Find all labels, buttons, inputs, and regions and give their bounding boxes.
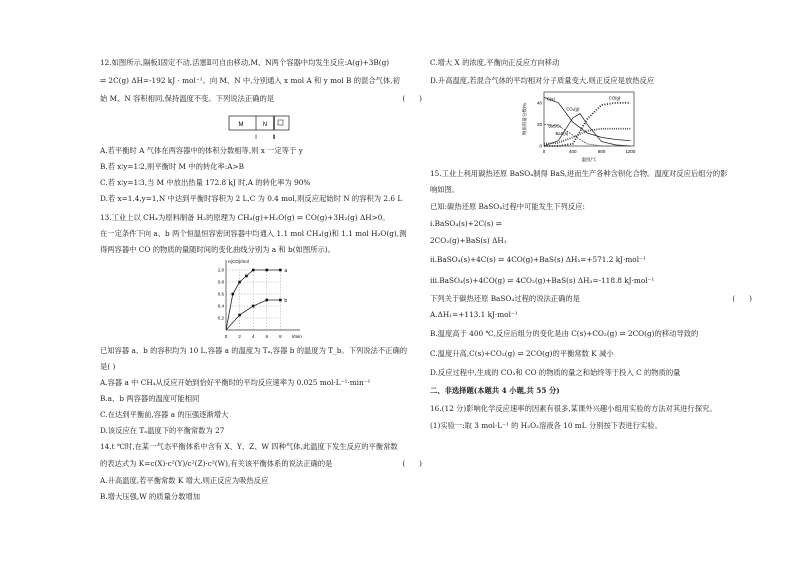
data-point-a [232, 293, 235, 296]
x-axis-label: t/min [292, 334, 302, 339]
series-label: BaS(s) [555, 131, 569, 137]
x-tick-label: 0 [224, 334, 228, 339]
x-tick-label: 2 [238, 334, 241, 339]
q15-eq-iii: ⅲ.BaSO₄(s)+4CO(g) ⇌ 4CO₂(g)+BaS(s) ΔH₃=-118.8 kJ·mol⁻¹ [430, 276, 655, 285]
data-point-a [245, 275, 248, 278]
label-m: M [238, 122, 244, 128]
q14-option-c: C.增大 X 的浓度,平衡向正反应方向移动 [430, 58, 560, 67]
q13-line2: 在一定条件下向 a、b 两个恒温恒容密闭容器中均通入 1.1 mol CH₄(g)和 1.1 mol H₂O(g),测 [100, 229, 407, 238]
q12-option-d: D.若 x=1.4,y=1,N 中达到平衡时容积为 2 L,C 为 0.4 mol,则反应起始时 N 的容积为 2.6 L [100, 194, 403, 203]
series-label: CO₂(g) [566, 106, 580, 112]
series-label: BaSO₄ [548, 123, 562, 129]
y-axis-label: 物质的量分数/% [522, 102, 527, 136]
x-tick-label: 4 [251, 334, 255, 339]
q15-option-b: B.温度高于 400 ℃,反应后组分的变化是由 C(s)+CO₂(g) ⇌ 2CO(g)的移动导致的 [430, 329, 699, 338]
series-label-a: a [284, 268, 288, 274]
piston-handle [278, 120, 283, 125]
y-axis-label: n(CO)/mol [228, 259, 249, 264]
x-tick-label: 6 [265, 334, 269, 339]
q13-line3: 得两容器中 CO 的物质的量随时间的变化曲线分别为 a 和 b(如图所示)。 [100, 245, 335, 254]
data-point-a [238, 281, 241, 284]
section-2-heading: 二、非选择题(本题共 4 小题,共 55 分) [430, 386, 560, 395]
q13-option-d: D.该反应在 Tₐ温度下的平衡常数为 27 [100, 426, 225, 435]
q12-line2: ⇌ 2C(g) ΔH=-192 kJ · mol⁻¹。向 M、N 中,分别通入 x mol A 和 y mol B 的混合气体,初 [100, 76, 400, 85]
data-point-a [279, 269, 282, 272]
x-tick-label: 400 [569, 149, 577, 154]
series-label: C(s) [546, 96, 555, 102]
series-label-b: b [284, 298, 288, 304]
temperature-composition-chart [518, 88, 638, 168]
q15-line3: 已知:碳热还原 BaSO₄过程中可能发生下列反应: [430, 202, 585, 211]
q12-line3: 始 M、N 容积相同,保持温度不变。下列说法正确的是 [100, 94, 275, 103]
x-tick-label: 8 [279, 334, 282, 339]
q13-line1: 13.工业上以 CH₄为原料制备 H₂的原理为 CH₄(g)+H₂O(g) ⇌ CO(g)+3H₂(g) ΔH>0。 [100, 213, 390, 222]
y-tick-label: 0.2 [217, 315, 224, 321]
x-axis-label: 温度/℃ [581, 157, 597, 162]
y-tick-label: 40 [536, 100, 542, 106]
y-tick-label: 0.8 [217, 279, 224, 285]
q15-line1: 15.工业上利用碳热还原 BaSO₄制得 BaS,进而生产各种含钡化合物。温度对反应后组分的影 [430, 169, 728, 178]
q16-line1: 16.(12 分)影响化学反应速率的因素有很多,某课外兴趣小组用实验的方法对其进行探究。 [430, 404, 717, 413]
q15-stem: 下列关于碳热还原 BaSO₄过程的说法正确的是 [430, 294, 580, 303]
q15-option-d: D.反应过程中,生成的 CO₂和 CO 的物质的量之和始终等于投入 C 的物质的量 [430, 368, 681, 377]
data-point-b [279, 299, 282, 302]
q13-option-b: B.a、b 两容器的温度可能相同 [100, 394, 200, 403]
q14-option-b: B.增大压强,W 的质量分数增加 [100, 492, 201, 501]
y-tick-label: 0 [539, 143, 542, 149]
q15-option-c: C.温度升高,C(s)+CO₂(g) ⇌ 2CO(g)的平衡常数 K 减小 [430, 349, 614, 358]
q15-eq-ii: ⅱ.BaSO₄(s)+4C(s) ⇌ 4CO(g)+BaS(s) ΔH₂=+571.2 kJ·mol⁻¹ [430, 255, 646, 264]
q13-option-a: A.容器 a 中 CH₄从反应开始到恰好平衡时的平均反应速率为 0.025 mol·L⁻¹·min⁻¹ [100, 378, 371, 387]
q13-line5: 是( ) [100, 362, 116, 371]
x-tick-label: 800 [597, 149, 606, 154]
q14-line1: 14.t ℃时,在某一气态平衡体系中含有 X、Y、Z、W 四种气体,此温度下发生反应的平衡常数 [100, 442, 398, 451]
q13-option-c: C.在达到平衡前,容器 a 的压强逐渐增大 [100, 410, 229, 419]
q12-option-a: A.若平衡时 A 气体在两容器中的体积分数相等,则 x 一定等于 y [100, 146, 303, 155]
co-time-chart [208, 258, 308, 342]
y-tick-label: 1.0 [217, 267, 224, 273]
label-i: Ⅰ [255, 135, 257, 141]
y-tick-label: 20 [536, 121, 542, 127]
plot-frame [544, 92, 634, 146]
series-label: CO(g) [608, 95, 621, 101]
y-tick-label: 0.6 [217, 291, 224, 297]
x-tick-label: 1200 [625, 149, 636, 154]
q12-option-b: B.若 x∶y=1∶2,则平衡时 M 中的转化率:A>B [100, 162, 245, 171]
q16-line2: (1)实验一:取 3 mol·L⁻¹ 的 H₂O₂溶液各 10 mL 分别按下表进行实验。 [430, 421, 662, 430]
q12-option-c: C.若 x∶y=1∶3,当 M 中放出热量 172.8 kJ 时,A 的转化率为 90% [100, 178, 311, 187]
q12-line1: 12.如图所示,隔板Ⅰ固定不动,活塞Ⅱ可自由移动,M、N两个容器中均发生反应:A(g)+3B(g) [100, 58, 390, 67]
q13-line4: 已知容器 a、b 的容积均为 10 L,容器 a 的温度为 Tₐ,容器 b 的温度为 T_b。下列说法不正确的 [100, 346, 408, 355]
label-n: N [262, 122, 268, 128]
data-point-b [238, 314, 241, 317]
container-diagram [228, 114, 298, 142]
x-tick-label: 0 [542, 149, 546, 154]
q15-answer-paren: ( ) [732, 294, 752, 303]
data-point-b [266, 299, 269, 302]
q15-eq-i-b: 2CO₂(g)+BaS(s) ΔH₁ [430, 236, 507, 245]
data-point-a [266, 269, 269, 272]
q14-option-a: A.升高温度,若平衡常数 K 增大,则正反应为吸热反应 [100, 476, 269, 485]
q15-eq-i-a: ⅰ.BaSO₄(s)+2C(s) ⇌ [430, 219, 502, 228]
label-ii: Ⅱ [272, 135, 276, 141]
q14-option-d: D.升高温度,若混合气体的平均相对分子质量变大,则正反应是放热反应 [430, 76, 655, 85]
data-point-a [252, 269, 255, 272]
q15-line2: 响如图。 [430, 185, 460, 194]
y-tick-label: 0.4 [217, 303, 224, 309]
q14-line2: 的表达式为 K=c(X)·c²(Y)/c²(Z)·c²(W),有关该平衡体系的说法正确的是 [100, 459, 333, 468]
q15-option-a: A.ΔH₁=+113.1 kJ·mol⁻¹ [430, 310, 518, 319]
data-point-b [252, 305, 255, 308]
q14-answer-paren: ( ) [402, 459, 422, 468]
q12-answer-paren: ( ) [402, 94, 422, 103]
